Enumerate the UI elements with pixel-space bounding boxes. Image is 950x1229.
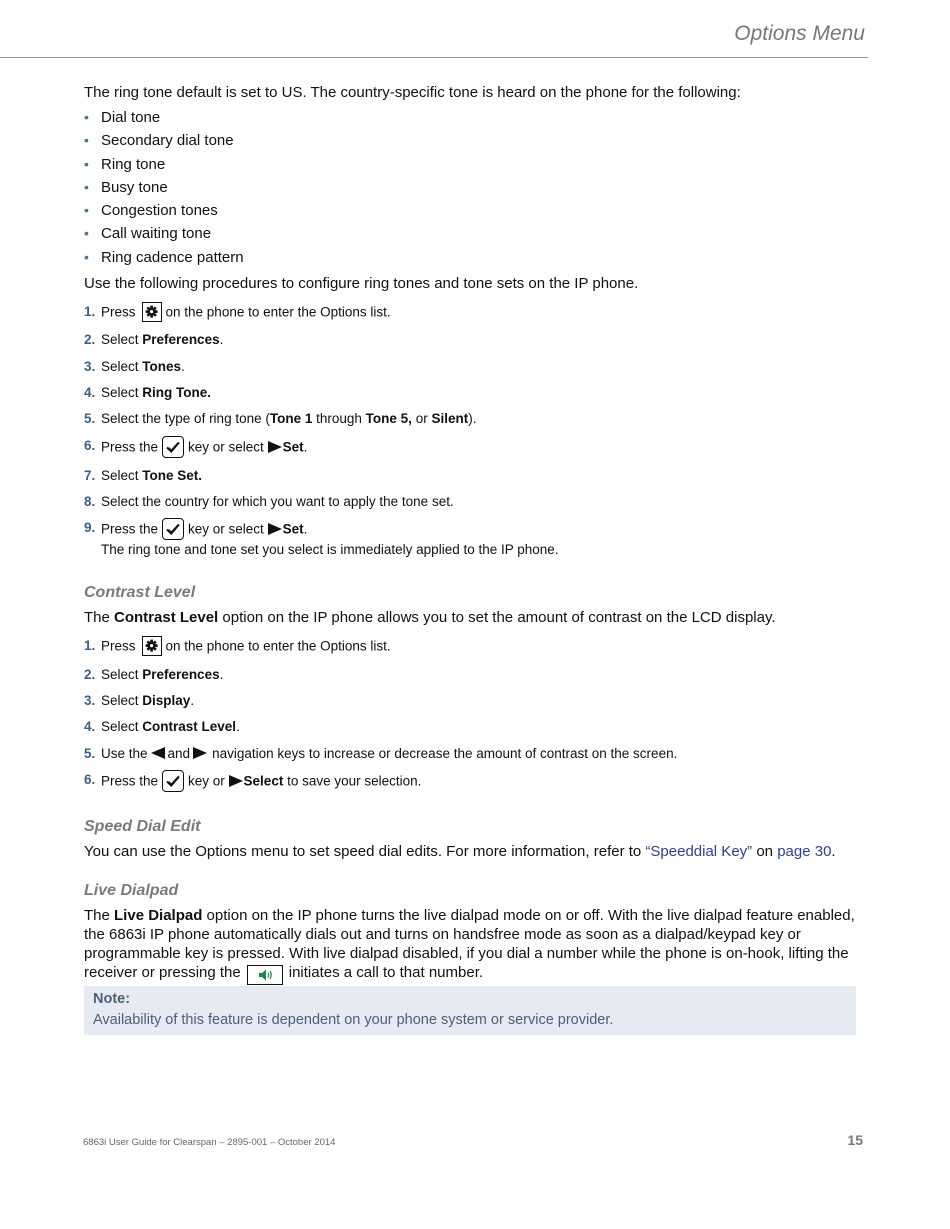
step-item: 9. Press the key or select Set. The ring tone and tone set you select is immediately applied to the IP phone.	[84, 520, 559, 558]
list-item: • Dial tone	[84, 109, 161, 126]
gear-icon	[142, 302, 162, 322]
contrast-steps	[84, 637, 864, 792]
list-item: • Ring tone	[84, 155, 166, 173]
checkmark-icon	[162, 518, 184, 540]
contrast-intro: The Contrast Level option on the IP phone allows you to set the amount of contrast on the LCD display.	[84, 609, 776, 627]
step-item: 4. Select Ring Tone.	[84, 384, 212, 400]
step-item: 1. Press on the phone to enter the Options list.	[84, 637, 864, 657]
step-item: 2. Select Preferences.	[84, 666, 224, 682]
section-heading-speed-dial: Speed Dial Edit	[84, 817, 201, 835]
checkmark-icon	[162, 436, 184, 458]
section-heading-contrast: Contrast Level	[84, 584, 196, 602]
list-item: • Secondary dial tone	[84, 132, 234, 150]
step-item: 6. Press the key or Select to save your selection.	[84, 771, 864, 793]
step-item: 5. Select the type of ring tone (Tone 1 through Tone 5, or Silent).	[84, 411, 477, 427]
note-title: Note:	[93, 990, 131, 1007]
procedure-intro: Use the following procedures to configure ring tones and tone sets on the IP phone.	[84, 275, 639, 293]
page-number: 15	[847, 1132, 863, 1148]
list-item: • Busy tone	[84, 178, 168, 196]
list-item: • Ring cadence pattern	[84, 248, 244, 266]
arrow-right-icon	[193, 747, 207, 759]
step-item: 5. Use the and navigation keys to increase or decrease the amount of contrast on the screen.	[84, 745, 678, 761]
footer-doc-info: 6863i User Guide for Clearspan – 2895-001 – October 2014	[83, 1137, 336, 1148]
section-heading-live-dialpad: Live Dialpad	[84, 881, 179, 899]
step-item: 7. Select Tone Set.	[84, 467, 203, 483]
step-item: 1. Press on the phone to enter the Options list.	[84, 303, 864, 323]
speeddial-key-link[interactable]: “Speeddial Key”	[645, 842, 753, 860]
speaker-icon	[247, 965, 283, 985]
arrow-right-icon	[268, 441, 282, 453]
step-item: 6. Press the key or select Set.	[84, 437, 864, 459]
intro-paragraph: The ring tone default is set to US. The country-specific tone is heard on the phone for the following:	[84, 84, 741, 101]
live-dialpad-paragraph: The Live Dialpad option on the IP phone turns the live dialpad mode on or off. With the live dialpad feature enabled, the 6863i IP phone automatically dials out and turns on handsfree mode as soon as a dialpad/keypad key or programmable key is pressed. With live dialpad disabled, if you dial a number while the phone is on-hook, lifting the receiver or pressing the initiates a call to that number.	[84, 906, 864, 983]
header-title: Options Menu	[734, 22, 865, 45]
tone-list	[84, 106, 864, 269]
note-text: Availability of this feature is dependent on your phone system or service provider.	[93, 1011, 614, 1028]
step-item: 3. Select Tones.	[84, 358, 185, 374]
gear-icon	[142, 636, 162, 656]
ring-tone-steps	[84, 303, 864, 559]
list-item: • Congestion tones	[84, 202, 218, 220]
page-30-link[interactable]: page 30	[777, 842, 832, 860]
checkmark-icon	[162, 770, 184, 792]
step-item: 8. Select the country for which you want to apply the tone set.	[84, 494, 454, 510]
step-item: 4. Select Contrast Level.	[84, 719, 240, 735]
step-item: 2. Select Preferences.	[84, 332, 224, 348]
page-content	[84, 83, 864, 1035]
arrow-right-icon	[268, 523, 282, 535]
list-item: • Call waiting tone	[84, 225, 212, 243]
header-rule	[0, 57, 868, 58]
note-box	[84, 986, 856, 1035]
speed-dial-paragraph: You can use the Options menu to set speed dial edits. For more information, refer to “Speeddial Key” on page 30.	[84, 842, 836, 860]
step-note: The ring tone and tone set you select is immediately applied to the IP phone.	[101, 542, 559, 558]
arrow-right-icon	[229, 775, 243, 787]
step-item: 3. Select Display.	[84, 693, 195, 709]
arrow-left-icon	[151, 747, 165, 759]
